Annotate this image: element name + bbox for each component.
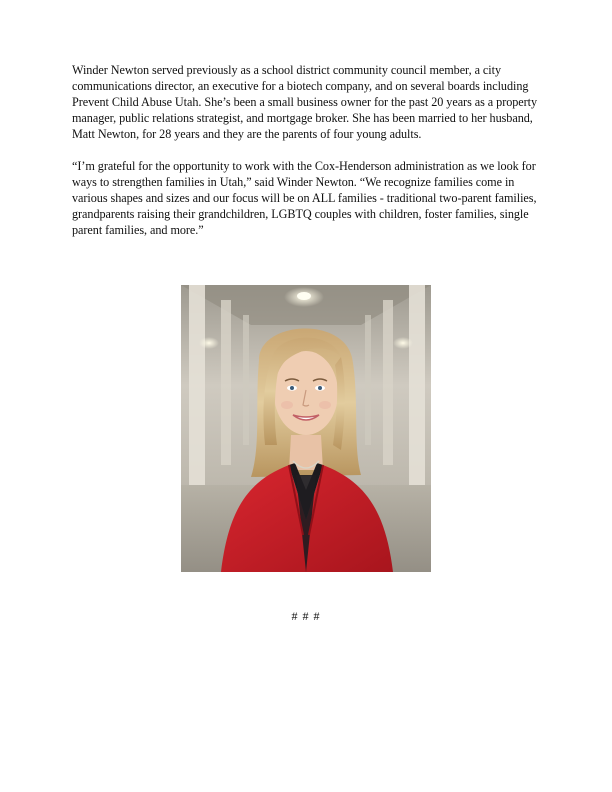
paragraph-quote: “I’m grateful for the opportunity to work with the Cox-Henderson administration as we look for ways to strengthen families in Utah,” said Winder Newton. “We recognize families come in various shapes and sizes and our focus will be on ALL families - traditional two-parent families, grandparents raising their grandchildren, LGBTQ couples with children, foster families, single parent families, and more.” xyxy=(72,159,537,237)
portrait-photo xyxy=(181,285,431,572)
paragraph-bio: Winder Newton served previously as a school district community council member, a city communications director, an executive for a biotech company, and on several boards including Prevent Child Abuse Utah. She’s been a small business owner for the past 20 years as a property manager, public relations strategist, and mortgage broker. She has been married to her husband, Matt Newton, for 28 years and they are the parents of four young adults. xyxy=(72,63,538,141)
end-mark: # # # xyxy=(291,609,321,623)
